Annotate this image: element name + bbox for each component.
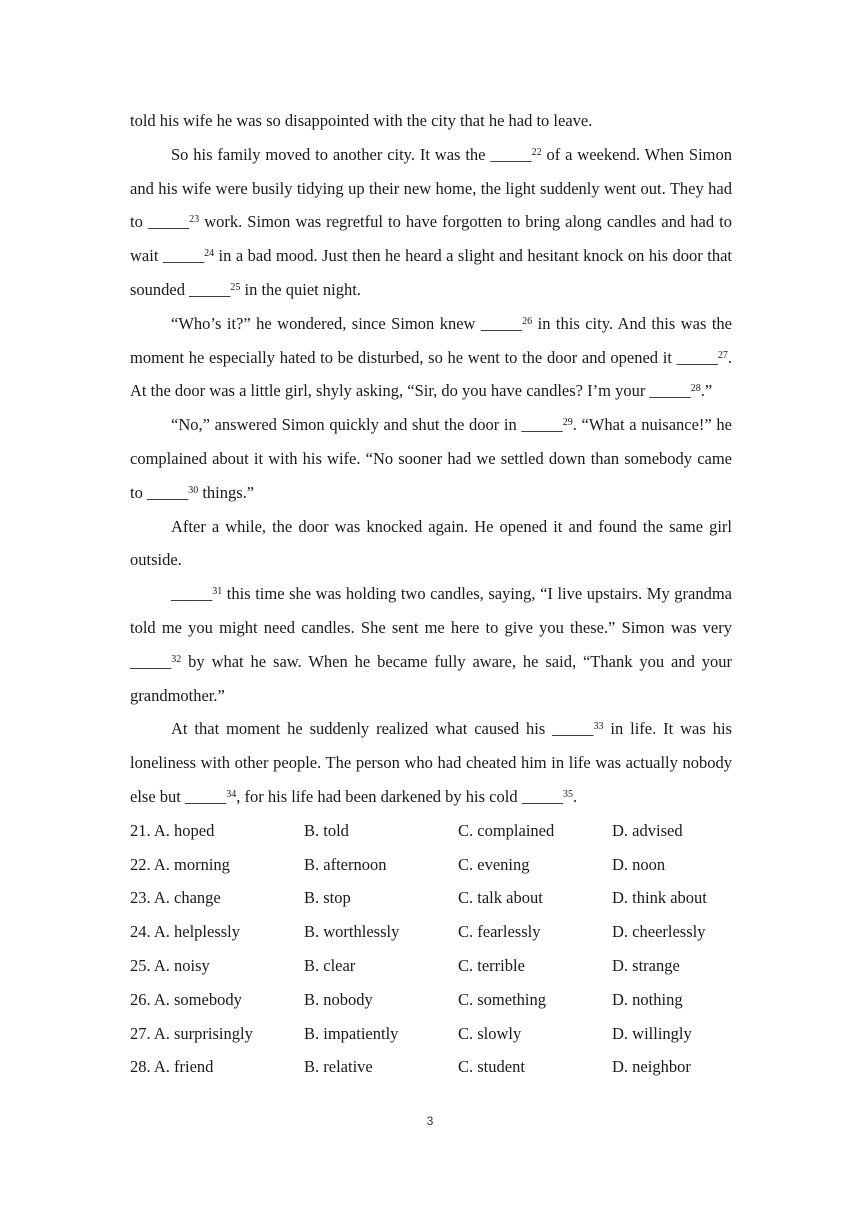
option-row [130,1017,732,1051]
option-a: 25. A. noisy [130,955,210,975]
option-d: D. nothing [612,989,683,1009]
passage-paragraph: At that moment he suddenly realized what caused his _____$^{33}$ in life. It was his loneliness with other people. The person who had cheated him in life was actually nobody else but _____$^{34}$, for his life had been darkened by his cold _____$^{35}$. [130,719,732,806]
option-row [130,814,732,848]
option-d: D. cheerlessly [612,922,706,942]
option-row [130,983,732,1017]
passage-paragraph: “No,” answered Simon quickly and shut the door in _____$^{29}$. “What a nuisance!” he complained about it with his wife. “No sooner had we settled down than somebody came to _____$^{30}$ things.” [130,415,732,502]
option-a: 23. A. change [130,888,221,908]
option-b: B. told [304,820,349,840]
option-a: 21. A. hoped [130,820,215,840]
option-a: 24. A. helplessly [130,922,240,942]
answer-options [130,814,732,1084]
option-b: B. stop [304,888,351,908]
page-number: 3 [426,1114,434,1128]
option-a: 28. A. friend [130,1057,214,1077]
option-c: C. evening [458,854,530,874]
option-c: C. fearlessly [458,922,541,942]
option-b: B. afternoon [304,854,387,874]
option-b: B. relative [304,1057,373,1077]
option-c: C. something [458,989,547,1009]
option-d: D. neighbor [612,1057,691,1077]
option-d: D. willingly [612,1023,692,1043]
option-c: C. student [458,1057,525,1077]
option-b: B. nobody [304,989,373,1009]
option-row [130,949,732,983]
passage-paragraph: _____$^{31}$ this time she was holding two candles, saying, “I live upstairs. My grandma told me you might need candles. She sent me here to give you these.” Simon was very _____$^{32}$ by what he saw. When he became fully aware, he said, “Thank you and your grandmother.” [130,584,732,705]
option-b: B. clear [304,955,356,975]
option-c: C. slowly [458,1023,522,1043]
passage-paragraph: told his wife he was so disappointed with the city that he had to leave. [130,111,593,130]
option-row [130,881,732,915]
option-row [130,848,732,882]
passage-paragraph: “Who’s it?” he wondered, since Simon knew _____$^{26}$ in this city. And this was the moment he especially hated to be disturbed, so he went to the door and opened it _____$^{27}$. At the door was a little girl, shyly asking, “Sir, do you have candles? I’m your _____$^{28}$.” [130,313,732,401]
option-a: 27. A. surprisingly [130,1023,253,1043]
option-b: B. worthlessly [304,922,400,942]
option-d: D. noon [612,854,666,874]
option-row [130,1050,732,1084]
option-d: D. strange [612,955,680,975]
passage [130,104,732,814]
option-c: C. terrible [458,955,525,975]
passage-paragraph: So his family moved to another city. It was the _____$^{22}$ of a weekend. When Simon and his wife were busily tidying up their new home, the light suddenly went out. They had to _____$^{23}$ work. Simon was regretful to have forgotten to bring along candles and had to wait _____$^{24}$ in a bad mood. Just then he heard a slight and hesitant knock on his door that sounded _____$^{25}$ in the quiet night. [130,144,732,299]
option-a: 22. A. morning [130,854,230,874]
option-d: D. advised [612,820,683,840]
option-row [130,915,732,949]
option-a: 26. A. somebody [130,989,242,1009]
document-page [130,104,732,1084]
option-d: D. think about [612,888,707,908]
option-c: C. complained [458,820,555,840]
option-b: B. impatiently [304,1023,399,1043]
passage-paragraph: After a while, the door was knocked again. He opened it and found the same girl outside. [130,516,732,570]
option-c: C. talk about [458,888,543,908]
